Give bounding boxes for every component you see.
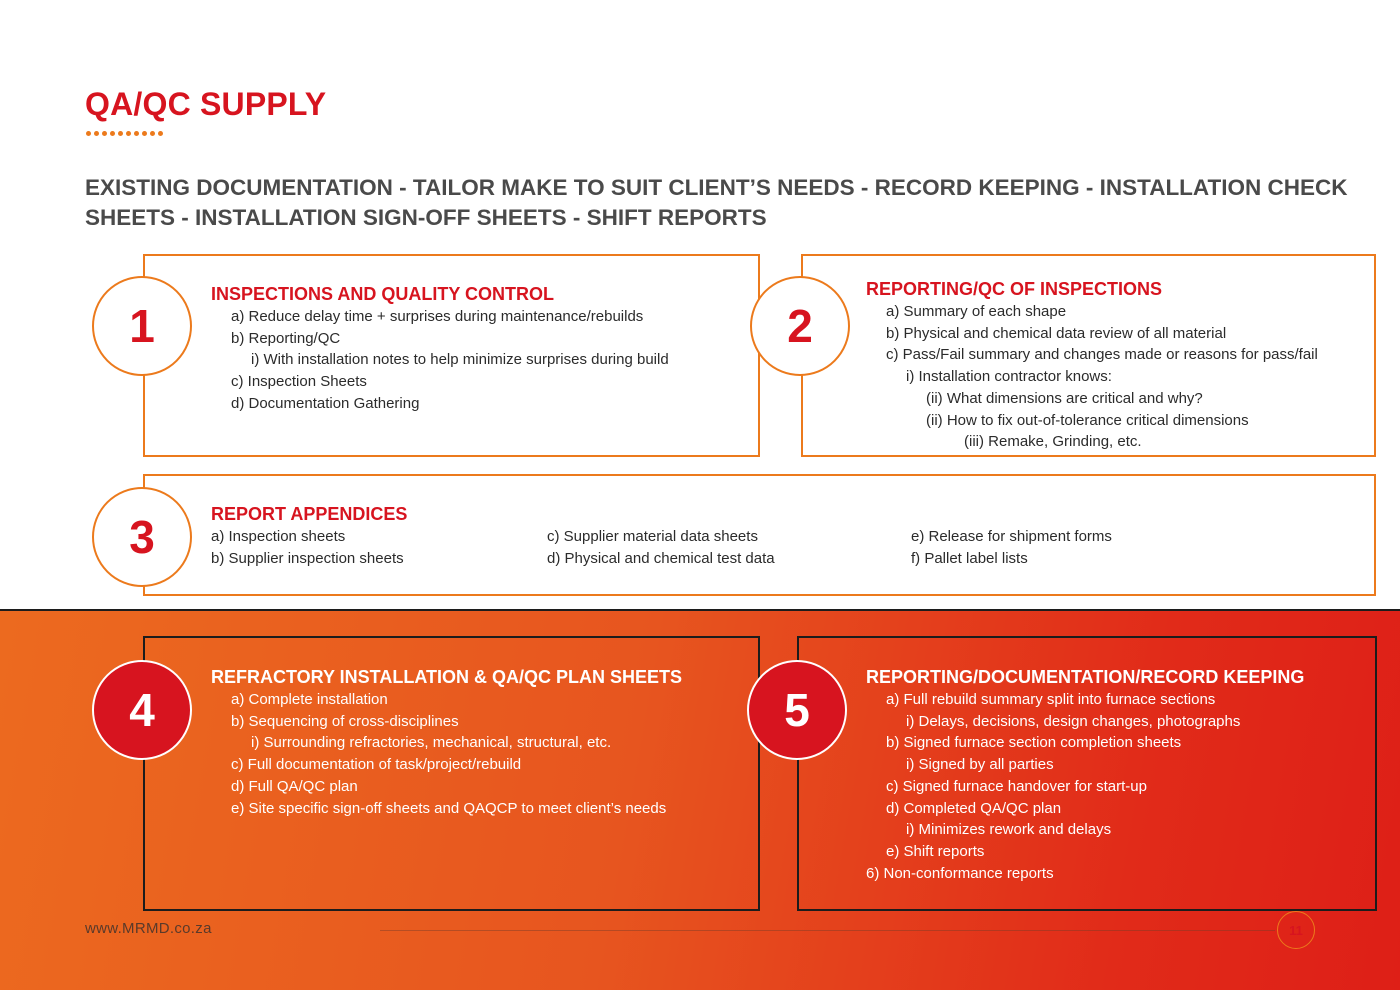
list-item: e) Shift reports bbox=[886, 842, 985, 860]
list-item: c) Pass/Fail summary and changes made or reasons for pass/fail bbox=[886, 346, 1318, 364]
list-item: a) Complete installation bbox=[231, 691, 388, 708]
list-item: (ii) How to fix out-of-tolerance critical dimensions bbox=[926, 411, 1249, 429]
list-item: f) Pallet label lists bbox=[911, 549, 1028, 567]
list-item: b) Physical and chemical data review of all material bbox=[886, 324, 1227, 342]
list-item: i) Delays, decisions, design changes, photographs bbox=[906, 712, 1241, 730]
list-item: i) Signed by all parties bbox=[906, 756, 1054, 774]
title-underline-dots bbox=[86, 131, 163, 136]
list-item: a) Summary of each shape bbox=[886, 303, 1067, 320]
list-item: c) Full documentation of task/project/rebuild bbox=[231, 756, 522, 774]
page-title: QA/QC SUPPLY bbox=[85, 86, 327, 122]
list-item: (ii) What dimensions are critical and why? bbox=[926, 389, 1203, 407]
section-4-heading: REFRACTORY INSTALLATION & QA/QC PLAN SHEETS bbox=[211, 667, 683, 687]
list-item: c) Signed furnace handover for start-up bbox=[886, 777, 1147, 795]
footer-divider bbox=[380, 930, 1275, 931]
section-2-number-badge: 2 bbox=[750, 276, 850, 376]
list-item: (iii) Remake, Grinding, etc. bbox=[964, 433, 1142, 451]
section-4-list bbox=[211, 689, 666, 819]
section-3-heading: REPORT APPENDICES bbox=[211, 504, 408, 524]
list-item: d) Physical and chemical test data bbox=[547, 549, 775, 567]
list-item: d) Full QA/QC plan bbox=[231, 777, 358, 795]
list-item: c) Supplier material data sheets bbox=[547, 528, 758, 545]
list-item: b) Reporting/QC bbox=[231, 329, 341, 347]
footer-website-link[interactable]: www.MRMD.co.za bbox=[85, 920, 212, 937]
section-3-number-badge: 3 bbox=[92, 487, 192, 587]
list-item: i) Surrounding refractories, mechanical, structural, etc. bbox=[251, 734, 612, 752]
list-item: b) Sequencing of cross-disciplines bbox=[231, 712, 459, 730]
list-item: e) Release for shipment forms bbox=[911, 528, 1112, 545]
section-3-column-2 bbox=[547, 526, 775, 569]
list-item: b) Signed furnace section completion sheets bbox=[886, 734, 1182, 752]
list-item: i) Minimizes rework and delays bbox=[906, 821, 1112, 839]
page-subtitle: EXISTING DOCUMENTATION - TAILOR MAKE TO SUIT CLIENT’S NEEDS - RECORD KEEPING - INSTALLATION CHECK SHEETS - INSTALLATION SIGN-OFF SHEETS - SHIFT REPORTS bbox=[85, 175, 1348, 230]
list-item: b) Supplier inspection sheets bbox=[211, 549, 404, 567]
section-5-heading: REPORTING/DOCUMENTATION/RECORD KEEPING bbox=[866, 667, 1305, 687]
section-3-column-1 bbox=[211, 526, 404, 569]
list-item: 6) Non-conformance reports bbox=[866, 864, 1054, 882]
list-item: d) Documentation Gathering bbox=[231, 394, 420, 412]
section-3-column-3 bbox=[911, 526, 1112, 569]
list-item: i) With installation notes to help minimize surprises during build bbox=[251, 351, 669, 369]
section-1-heading: INSPECTIONS AND QUALITY CONTROL bbox=[211, 284, 555, 304]
section-4-number-badge: 4 bbox=[92, 660, 192, 760]
section-5-list bbox=[866, 689, 1240, 884]
section-1-list bbox=[211, 306, 669, 415]
page-number-badge: 11 bbox=[1277, 911, 1315, 949]
list-item: a) Inspection sheets bbox=[211, 528, 346, 545]
list-item: a) Full rebuild summary split into furnace sections bbox=[886, 691, 1216, 708]
section-2-list bbox=[866, 301, 1318, 453]
list-item: c) Inspection Sheets bbox=[231, 373, 367, 391]
section-2-heading: REPORTING/QC OF INSPECTIONS bbox=[866, 279, 1163, 299]
section-5-number-badge: 5 bbox=[747, 660, 847, 760]
list-item: i) Installation contractor knows: bbox=[906, 368, 1112, 386]
section-1-number-badge: 1 bbox=[92, 276, 192, 376]
list-item: e) Site specific sign-off sheets and QAQCP to meet client’s needs bbox=[231, 799, 667, 817]
list-item: d) Completed QA/QC plan bbox=[886, 799, 1062, 817]
list-item: a) Reduce delay time + surprises during maintenance/rebuilds bbox=[231, 308, 644, 325]
